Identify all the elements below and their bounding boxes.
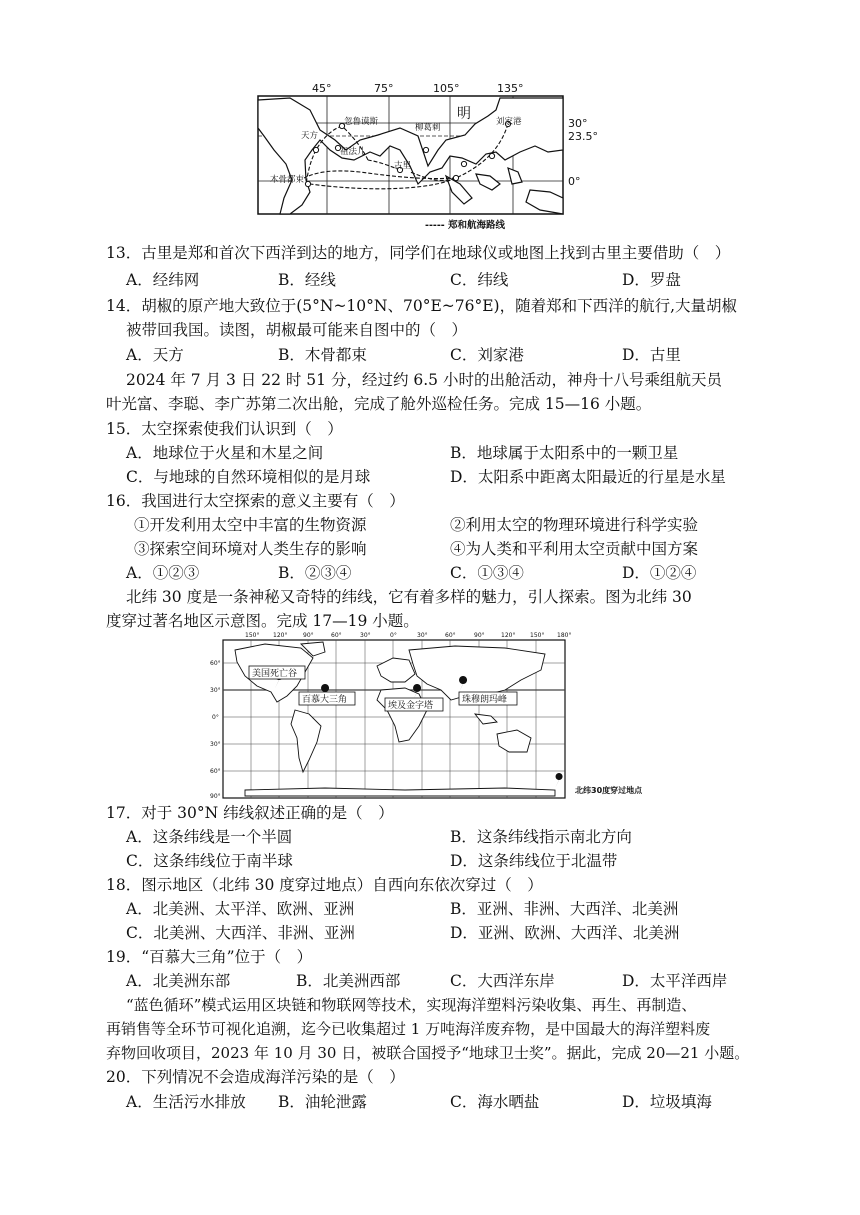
q20-option-b: B．油轮泄露 [278,1093,367,1111]
q18-option-c: C．北美洲、大西洋、非洲、亚洲 [126,924,355,942]
q15-option-a: A．地球位于火星和木星之间 [126,444,324,462]
q20-option-a: A．生活污水排放 [126,1093,246,1111]
q17-option-b: B．这条纬线指示南北方向 [450,828,632,846]
intro-15-line2: 叶光富、李聪、李广苏第二次出舱，完成了舱外巡检任务。完成 15—16 小题。 [106,395,652,413]
q15-stem: 15．太空探索使我们认识到（ ） [106,420,343,438]
q20-stem: 20．下列情况不会造成海洋污染的是（ ） [106,1068,405,1086]
map2-lon-30e: 30° [417,632,428,639]
lon-label-45: 45° [312,82,332,95]
lat-label-0: 0° [568,175,581,188]
map2-lon-150w: 150° [245,632,260,639]
lon-label-135: 135° [497,82,524,95]
q16-statement-3: ③探索空间环境对人类生存的影响 [134,540,367,558]
q17-option-a: A．这条纬线是一个半圆 [126,828,293,846]
q16-statement-1: ①开发利用太空中丰富的生物资源 [134,516,367,534]
intro-17-line1: 北纬 30 度是一条神秘又奇特的纬线，它有着多样的魅力，引人探索。图为北纬 30 [126,588,692,606]
callout-pyramids: 埃及金字塔 [388,701,434,711]
intro-20-line1: “蓝色循环”模式运用区块链和物联网等技术，实现海洋塑料污染收集、再生、再制造、 [126,996,697,1014]
map2-lat-60s: 60° [210,768,221,775]
place-mecca: 天方 [301,131,319,141]
map2-lon-120w: 120° [273,632,288,639]
lon-label-105: 105° [433,82,460,95]
place-hormuz: 忽鲁谟斯 [344,117,379,127]
map2-lon-60w: 60° [331,632,342,639]
q16-option-c: C．①③④ [450,564,524,582]
callout-everest: 珠穆朗玛峰 [462,695,508,705]
q18-option-a: A．北美洲、太平洋、欧洲、亚洲 [126,900,355,918]
q16-option-d: D．①②④ [622,564,697,582]
lat-label-23-5: 23.5° [568,130,598,143]
q17-option-d: D．这条纬线位于北温带 [450,852,618,870]
q16-statement-2: ②利用太空的物理环境进行科学实验 [450,516,699,534]
zhenghe-route-map [250,80,615,230]
q15-option-b: B．地球属于太阳系中的一颗卫星 [450,444,679,462]
map2-lon-60e: 60° [445,632,456,639]
callout-death-valley: 美国死亡谷 [252,669,298,679]
map2-legend: 北纬30度穿过地点 [575,786,643,795]
place-calicut: 古里 [394,161,412,171]
q13-option-d: D．罗盘 [622,271,681,289]
q14-option-d: D．古里 [622,346,681,364]
q14-stem-line2: 被带回我国。读图，胡椒最可能来自图中的（ ） [126,321,468,339]
map1-legend: ----- 郑和航海路线 [425,220,506,230]
lon-label-75: 75° [374,82,394,95]
place-zufar: 祖法儿 [340,147,366,157]
place-ming: 明 [457,106,471,122]
map2-lon-0: 0° [390,632,397,639]
map2-lat-0: 0° [212,714,219,721]
callout-bermuda: 百慕大三角 [302,695,348,705]
q14-option-a: A．天方 [126,346,184,364]
q13-stem: 13．古里是郑和首次下西洋到达的地方，同学们在地球仪或地图上找到古里主要借助（ ） [106,244,731,262]
intro-20-line2: 再销售等全环节可视化追溯，迄今已收集超过 1 万吨海洋废弃物，是中国最大的海洋塑料废 [106,1020,711,1038]
place-mogadishu: 木骨都束 [270,175,305,185]
q18-option-b: B．亚洲、非洲、大西洋、北美洲 [450,900,679,918]
map2-lat-30s: 30° [210,741,221,748]
q17-stem: 17．对于 30°N 纬线叙述正确的是（ ） [106,804,394,822]
place-liujiagang: 刘家港 [496,117,522,127]
q14-stem-line1: 14．胡椒的原产地大致位于(5°N~10°N、70°E~76°E)，随着郑和下西洋的航行,大量胡椒 [106,297,738,315]
map2-lat-30n: 30° [210,687,221,694]
q13-option-b: B．经线 [278,271,336,289]
intro-20-line3: 弃物回收项目，2023 年 10 月 30 日，被联合国授予“地球卫士奖”。据此，完成 20—21 小题。 [106,1044,750,1062]
map2-lon-90e: 90° [474,632,485,639]
q20-option-c: C．海水晒盐 [450,1093,540,1111]
map2-lat-60n: 60° [210,660,221,667]
q14-option-c: C．刘家港 [450,346,524,364]
q13-option-a: A．经纬网 [126,271,200,289]
latitude-30n-world-map [205,630,675,802]
q18-stem: 18．图示地区（北纬 30 度穿过地点）自西向东依次穿过（ ） [106,876,543,894]
q18-option-d: D．亚洲、欧洲、大西洋、北美洲 [450,924,680,942]
q20-option-d: D．垃圾填海 [622,1093,712,1111]
q15-option-d: D．太阳系中距离太阳最近的行星是水星 [450,468,726,486]
q14-option-b: B．木骨都束 [278,346,367,364]
q16-option-b: B．②③④ [278,564,352,582]
map2-lon-90w: 90° [303,632,314,639]
map2-lon-150e: 150° [530,632,545,639]
q19-option-d: D．太平洋西岸 [622,972,728,990]
q19-option-a: A．北美洲东部 [126,972,231,990]
q17-option-c: C．这条纬线位于南半球 [126,852,293,870]
map2-lon-120e: 120° [501,632,516,639]
place-bengal: 柳葛刺 [415,123,441,133]
lat-label-30: 30° [568,117,588,130]
q16-option-a: A．①②③ [126,564,200,582]
q13-option-c: C．纬线 [450,271,509,289]
q15-option-c: C．与地球的自然环境相似的是月球 [126,468,371,486]
q19-stem: 19．“百慕大三角”位于（ ） [106,948,313,966]
q19-option-b: B．北美洲西部 [296,972,401,990]
intro-15-line1: 2024 年 7 月 3 日 22 时 51 分，经过约 6.5 小时的出舱活动，神舟十八号乘组航天员 [126,371,722,389]
map2-lon-180: 180° [557,632,572,639]
q16-statement-4: ④为人类和平利用太空贡献中国方案 [450,540,699,558]
map2-lat-90s: 90° [210,793,221,800]
intro-17-line2: 度穿过著名地区示意图。完成 17—19 小题。 [106,612,419,630]
map2-lon-30w: 30° [360,632,371,639]
q16-stem: 16．我国进行太空探索的意义主要有（ ） [106,492,405,510]
q19-option-c: C．大西洋东岸 [450,972,555,990]
